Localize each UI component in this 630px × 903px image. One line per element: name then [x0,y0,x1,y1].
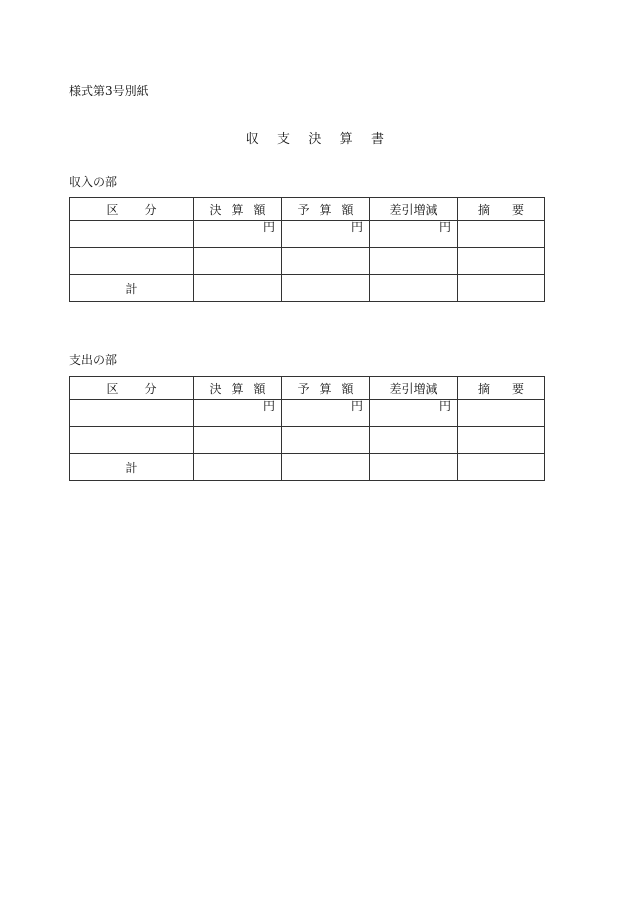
settled-amount-total-cell[interactable] [194,275,282,302]
settled-amount-cell[interactable]: 円 [194,221,282,248]
header-category: 区 分 [70,198,194,221]
budget-amount-cell[interactable]: 円 [282,400,370,427]
title-char: 書 [370,132,385,147]
total-label: 計 [70,275,194,302]
title-char: 決 [308,132,322,147]
difference-cell[interactable] [370,248,458,275]
budget-amount-cell[interactable]: 円 [282,221,370,248]
remarks-cell[interactable] [458,221,545,248]
table-row [70,400,545,427]
budget-amount-total-cell[interactable] [282,275,370,302]
header-difference: 差引増減 [370,198,458,221]
budget-amount-total-cell[interactable] [282,454,370,481]
table-total-row [70,454,545,481]
table-header-row [70,377,545,400]
table-row [70,221,545,248]
category-cell[interactable] [70,221,194,248]
table-row [70,427,545,454]
header-budget-amount: 予 算 額 [282,377,370,400]
table-row [70,248,545,275]
title-char: 収 [245,132,260,147]
income-table [69,197,545,302]
settled-amount-total-cell[interactable] [194,454,282,481]
document-title [0,128,630,147]
remarks-total-cell[interactable] [458,275,545,302]
category-cell[interactable] [70,427,194,454]
header-remarks: 摘 要 [458,377,545,400]
income-section-label: 収入の部 [69,175,118,189]
difference-total-cell[interactable] [370,454,458,481]
difference-cell[interactable]: 円 [370,400,458,427]
table-header-row [70,198,545,221]
remarks-cell[interactable] [458,400,545,427]
settled-amount-cell[interactable] [194,248,282,275]
header-category: 区 分 [70,377,194,400]
table-total-row [70,275,545,302]
budget-amount-cell[interactable] [282,427,370,454]
header-remarks: 摘 要 [458,198,545,221]
total-label: 計 [70,454,194,481]
title-char: 支 [277,132,291,147]
header-settled-amount: 決 算 額 [194,377,282,400]
settled-amount-cell[interactable] [194,427,282,454]
settled-amount-cell[interactable]: 円 [194,400,282,427]
difference-cell[interactable]: 円 [370,221,458,248]
difference-total-cell[interactable] [370,275,458,302]
expense-section-label: 支出の部 [69,353,118,367]
remarks-cell[interactable] [458,427,545,454]
remarks-cell[interactable] [458,248,545,275]
header-settled-amount: 決 算 額 [194,198,282,221]
title-char: 算 [339,132,353,147]
budget-amount-cell[interactable] [282,248,370,275]
remarks-total-cell[interactable] [458,454,545,481]
header-budget-amount: 予 算 額 [282,198,370,221]
category-cell[interactable] [70,400,194,427]
difference-cell[interactable] [370,427,458,454]
expense-table [69,376,545,481]
header-difference: 差引増減 [370,377,458,400]
form-number: 様式第3号別紙 [69,84,149,98]
category-cell[interactable] [70,248,194,275]
